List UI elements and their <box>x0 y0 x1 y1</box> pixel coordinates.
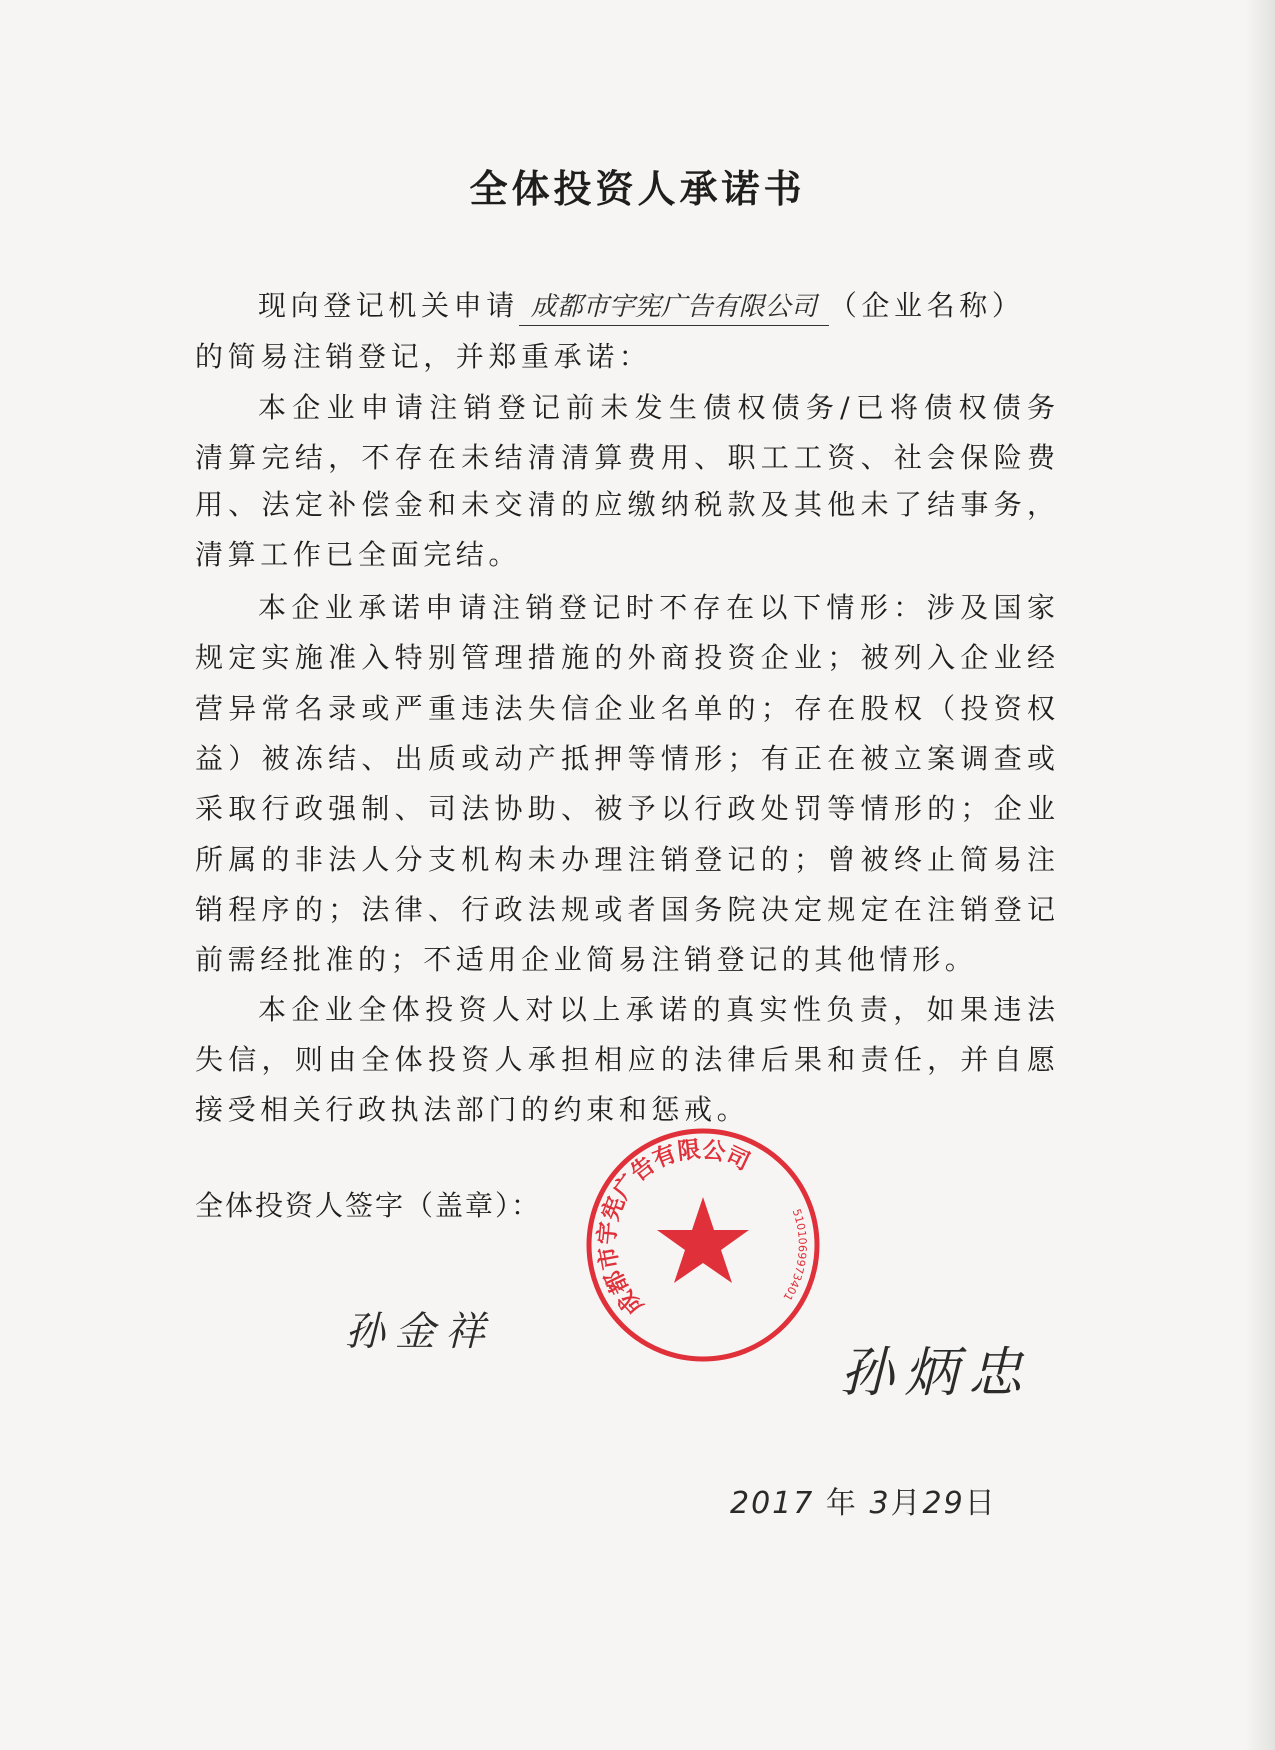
signature-label: 全体投资人签字（盖章）： <box>195 1189 542 1222</box>
paragraph-3-line: 本企业全体投资人对以上承诺的真实性负责，如果违法 <box>258 993 1055 1026</box>
seal-number: 5101069973401 <box>780 1207 809 1304</box>
intro-suffix: （企业名称） <box>828 289 1025 322</box>
paragraph-3-line: 接受相关行政执法部门的约束和惩戒。 <box>195 1093 750 1126</box>
scan-edge-shadow <box>1245 0 1275 1750</box>
paragraph-2-line: 所属的非法人分支机构未办理注销登记的；曾被终止简易注 <box>195 843 1055 876</box>
paragraph-2-line: 营异常名录或严重违法失信企业名单的；存在股权（投资权 <box>195 692 1055 725</box>
date-month-label: 月 <box>890 1486 923 1521</box>
company-seal <box>583 1125 823 1365</box>
intro-line <box>258 288 1055 326</box>
seal-text: 成都市宇宪广告有限公司 <box>594 1136 754 1320</box>
date-day: 29 <box>922 1486 965 1521</box>
seal-star-icon <box>657 1197 749 1283</box>
paragraph-1-line: 清算工作已全面完结。 <box>195 538 522 571</box>
paragraph-2-line: 本企业承诺申请注销登记时不存在以下情形：涉及国家 <box>258 591 1055 624</box>
date <box>730 1478 997 1522</box>
date-day-label: 日 <box>964 1486 997 1521</box>
paragraph-2-line: 益）被冻结、出质或动产抵押等情形；有正在被立案调查或 <box>195 742 1055 775</box>
company-name-field: 成都市宇宪广告有限公司 <box>519 289 829 326</box>
paragraph-2-line: 销程序的；法律、行政法规或者国务院决定规定在注销登记 <box>195 893 1055 926</box>
paragraph-1-line: 清算完结，不存在未结清清算费用、职工工资、社会保险费 <box>195 441 1055 474</box>
document-title: 全体投资人承诺书 <box>469 167 806 211</box>
intro-prefix: 现向登记机关申请 <box>258 289 519 322</box>
paragraph-2-line: 前需经批准的；不适用企业简易注销登记的其他情形。 <box>195 943 978 976</box>
signature-2: 孙炳忠 <box>840 1341 1032 1404</box>
date-month: 3 <box>869 1486 891 1521</box>
signature-1: 孙金祥 <box>345 1309 495 1355</box>
paragraph-3-line: 失信，则由全体投资人承担相应的法律后果和责任，并自愿 <box>195 1043 1055 1076</box>
paragraph-2-line: 规定实施准入特别管理措施的外商投资企业；被列入企业经 <box>195 641 1055 674</box>
paragraph-2-line: 采取行政强制、司法协助、被予以行政处罚等情形的；企业 <box>195 792 1055 825</box>
date-year: 2017 <box>730 1486 815 1521</box>
intro-line-2: 的简易注销登记，并郑重承诺： <box>195 340 652 373</box>
paragraph-1-line: 本企业申请注销登记前未发生债权债务/已将债权债务 <box>258 391 1055 424</box>
date-year-label: 年 <box>825 1486 858 1521</box>
paragraph-1-line: 用、法定补偿金和未交清的应缴纳税款及其他未了结事务， <box>195 488 1055 521</box>
